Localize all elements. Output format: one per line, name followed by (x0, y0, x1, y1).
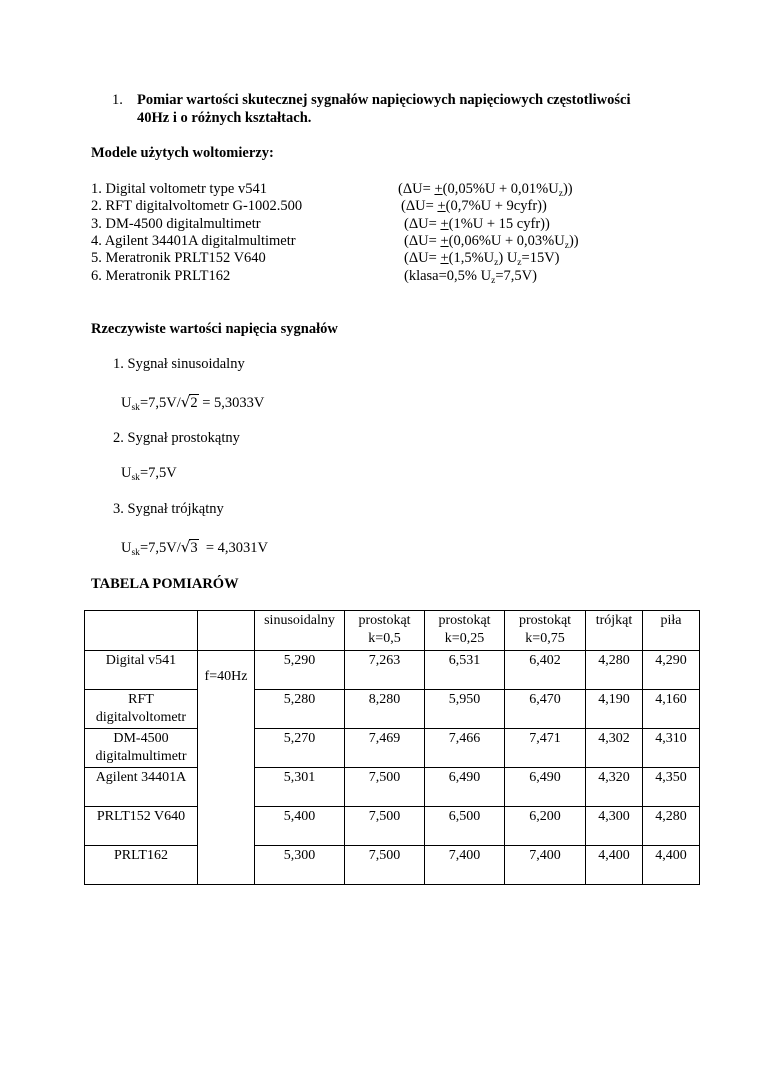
value-cell: 6,500 (425, 807, 505, 846)
column-header-text: prostokąt (438, 613, 491, 628)
model-name: 3. DM-4500 digitalmultimetr (91, 216, 261, 232)
formula-value: =7,5V (139, 465, 177, 481)
column-header-text: sinusoidalny (264, 613, 335, 628)
accuracy-text: (1,5%U (448, 250, 495, 266)
value-cell: 4,400 (643, 846, 700, 885)
model-name: 4. Agilent 34401A digitalmultimetr (91, 233, 296, 249)
device-name: RFT (128, 692, 154, 707)
table-row (85, 729, 700, 768)
signal-label: 2. Sygnał prostokątny (113, 430, 240, 446)
model-accuracy (398, 181, 573, 199)
radical-sign: √ (180, 538, 191, 556)
value-cell: 4,290 (643, 651, 700, 690)
signal-formula (121, 538, 268, 558)
model-name: 5. Meratronik PRLT152 V640 (91, 250, 266, 266)
plus-minus-sign: + (437, 198, 446, 214)
subscript: sk (131, 403, 140, 413)
real-values-title: Rzeczywiste wartości napięcia sygnałów (91, 321, 338, 337)
accuracy-text: (klasa=0,5% U (404, 268, 492, 284)
plus-minus-sign: + (440, 233, 449, 249)
value-cell: 6,200 (505, 807, 586, 846)
device-cell (85, 690, 198, 729)
value-cell: 4,320 (586, 768, 643, 807)
accuracy-text: (ΔU= (404, 250, 441, 266)
subscript: z (491, 276, 496, 286)
value-cell: 5,290 (255, 651, 345, 690)
model-accuracy (404, 216, 550, 233)
value-cell: 6,402 (505, 651, 586, 690)
table-row (85, 768, 700, 807)
value-cell: 5,301 (255, 768, 345, 807)
value-cell: 7,400 (425, 846, 505, 885)
formula-symbol: U (121, 540, 132, 556)
model-name: 2. RFT digitalvoltometr G-1002.500 (91, 198, 303, 214)
accuracy-text: (ΔU= (404, 233, 441, 249)
column-header (345, 611, 425, 651)
device-name: digitalmultimetr (95, 749, 187, 764)
section-number: 1. (112, 92, 123, 108)
value-cell: 4,190 (586, 690, 643, 729)
value-cell: 7,500 (345, 807, 425, 846)
table-header-row (85, 611, 700, 651)
accuracy-text: =15V) (521, 250, 560, 266)
header-empty-cell (198, 611, 255, 651)
value-cell: 4,280 (586, 651, 643, 690)
value-cell: 5,280 (255, 690, 345, 729)
column-header (586, 611, 643, 651)
value-cell: 7,469 (345, 729, 425, 768)
accuracy-text: ) U (498, 250, 518, 266)
formula-value: =7,5V/ (139, 540, 181, 556)
section-title-line1: Pomiar wartości skutecznej sygnałów napięciowych napięciowych częstotliwości (137, 92, 631, 108)
column-header (255, 611, 345, 651)
subscript: sk (131, 548, 140, 558)
sqrt-expression (181, 393, 199, 412)
subscript: sk (131, 473, 140, 483)
subscript: z (558, 189, 563, 199)
device-cell (85, 651, 198, 690)
value-cell: 6,490 (505, 768, 586, 807)
model-accuracy (404, 268, 537, 286)
device-cell (85, 768, 198, 807)
value-cell: 7,500 (345, 846, 425, 885)
subscript: z (564, 241, 569, 251)
column-header-text: trójkąt (595, 613, 633, 628)
formula-result: = 4,3031V (198, 540, 268, 556)
radicand: 2 (190, 395, 198, 411)
accuracy-text: (1%U + 15 cyfr)) (448, 216, 550, 232)
value-cell: 4,300 (586, 807, 643, 846)
radical-sign: √ (180, 393, 191, 411)
signal-label: 3. Sygnał trójkątny (113, 501, 224, 517)
value-cell: 4,302 (586, 729, 643, 768)
device-cell (85, 846, 198, 885)
device-name: Agilent 34401A (95, 770, 187, 785)
signal-label: 1. Sygnał sinusoidalny (113, 356, 245, 372)
sqrt-expression (181, 538, 199, 557)
table-title: TABELA POMIARÓW (91, 576, 239, 592)
value-cell: 6,531 (425, 651, 505, 690)
device-cell (85, 729, 198, 768)
frequency-cell: f=40Hz (198, 651, 255, 885)
device-name: DM-4500 (113, 731, 169, 746)
accuracy-text: (ΔU= (401, 198, 438, 214)
subscript: z (517, 258, 522, 268)
accuracy-text: (ΔU= (398, 181, 435, 197)
model-name: 1. Digital voltometr type v541 (91, 181, 267, 197)
formula-symbol: U (121, 465, 132, 481)
value-cell: 4,350 (643, 768, 700, 807)
value-cell: 6,470 (505, 690, 586, 729)
accuracy-text: )) (568, 233, 579, 249)
plus-minus-sign: + (440, 250, 449, 266)
model-accuracy (404, 233, 579, 251)
value-cell: 7,471 (505, 729, 586, 768)
model-accuracy (401, 198, 547, 215)
formula-symbol: U (121, 395, 132, 411)
column-header (505, 611, 586, 651)
accuracy-text: (ΔU= (404, 216, 441, 232)
value-cell: 4,310 (643, 729, 700, 768)
accuracy-text: )) (562, 181, 573, 197)
table-row (85, 807, 700, 846)
model-name: 6. Meratronik PRLT162 (91, 268, 231, 284)
table-row (85, 690, 700, 729)
value-cell: 4,400 (586, 846, 643, 885)
radicand: 3 (190, 540, 198, 556)
value-cell: 5,300 (255, 846, 345, 885)
value-cell: 8,280 (345, 690, 425, 729)
value-cell: 7,466 (425, 729, 505, 768)
value-cell: 5,400 (255, 807, 345, 846)
value-cell: 7,400 (505, 846, 586, 885)
accuracy-text: (0,7%U + 9cyfr)) (445, 198, 547, 214)
column-header (425, 611, 505, 651)
column-header-text: k=0,25 (444, 631, 485, 646)
value-cell: 4,280 (643, 807, 700, 846)
device-name: digitalvoltometr (95, 710, 187, 725)
accuracy-text: (0,06%U + 0,03%U (448, 233, 565, 249)
signal-formula (121, 393, 264, 413)
measurement-table (84, 610, 700, 885)
device-name: PRLT152 V640 (96, 809, 186, 824)
column-header-text: k=0,5 (368, 631, 401, 646)
accuracy-text: (0,05%U + 0,01%U (442, 181, 559, 197)
device-cell (85, 807, 198, 846)
model-accuracy (404, 250, 560, 268)
column-header-text: prostokąt (358, 613, 411, 628)
value-cell: 6,490 (425, 768, 505, 807)
signal-formula (121, 465, 177, 483)
plus-minus-sign: + (440, 216, 449, 232)
column-header-text: prostokąt (518, 613, 572, 628)
device-name: PRLT162 (114, 848, 168, 863)
plus-minus-sign: + (434, 181, 443, 197)
formula-result: = 5,3033V (198, 395, 265, 411)
value-cell: 7,500 (345, 768, 425, 807)
column-header-text: piła (660, 613, 682, 628)
header-empty-cell (85, 611, 198, 651)
accuracy-text: =7,5V) (495, 268, 537, 284)
section-title-line2: 40Hz i o różnych kształtach. (137, 110, 312, 126)
value-cell: 4,160 (643, 690, 700, 729)
subscript: z (494, 258, 499, 268)
device-name: Digital v541 (105, 653, 177, 668)
value-cell: 7,263 (345, 651, 425, 690)
column-header-text: k=0,75 (525, 631, 565, 646)
value-cell: 5,270 (255, 729, 345, 768)
table-row (85, 651, 700, 690)
table-row (85, 846, 700, 885)
formula-value: =7,5V/ (139, 395, 181, 411)
value-cell: 5,950 (425, 690, 505, 729)
column-header (643, 611, 700, 651)
models-title: Modele użytych woltomierzy: (91, 145, 274, 161)
